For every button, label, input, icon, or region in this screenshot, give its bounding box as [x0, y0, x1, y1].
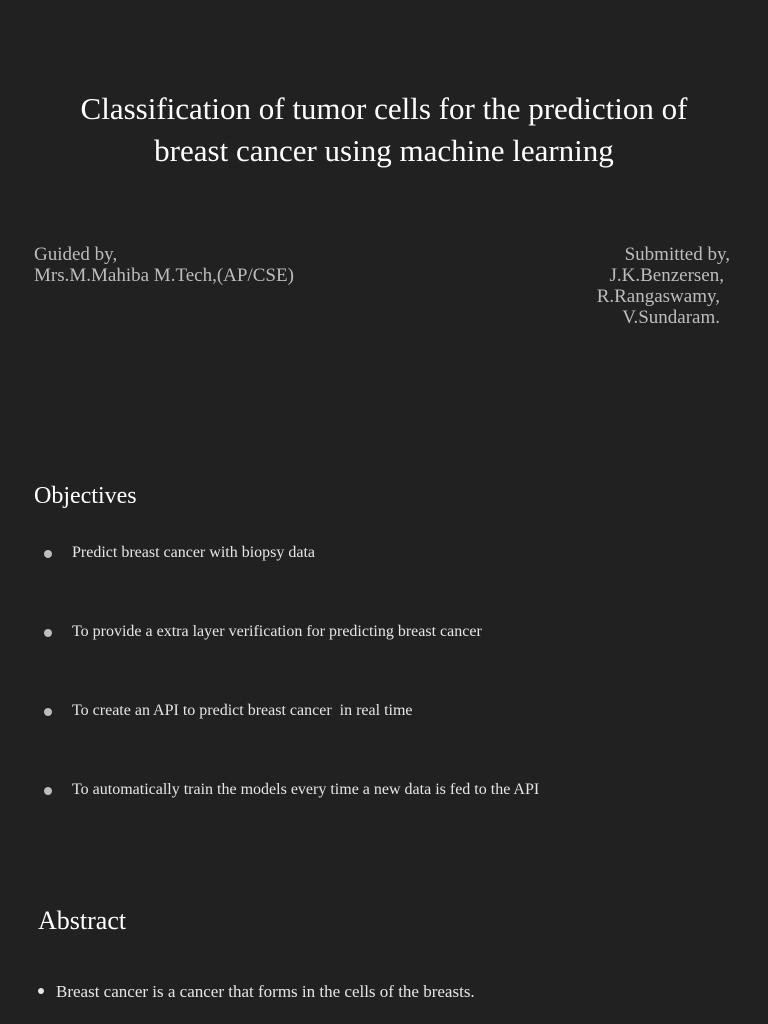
submitted-by-block: [597, 244, 730, 328]
objective-item: [44, 779, 744, 858]
abstract-slide: [0, 880, 768, 1024]
objective-text: Predict breast cancer with biopsy data: [72, 544, 316, 561]
abstract-text: Breast cancer is a cancer that forms in the cells of the breasts.: [56, 982, 475, 1001]
title-line-2: breast cancer using machine learning: [154, 133, 614, 168]
student-name: R.Rangaswamy,: [596, 286, 720, 307]
guided-by-block: [34, 244, 294, 286]
bullet-icon: [44, 708, 52, 716]
abstract-heading: Abstract: [38, 906, 127, 935]
student-name: J.K.Benzersen,: [609, 265, 724, 286]
title-slide: [0, 0, 768, 440]
objective-item: [44, 621, 744, 700]
student-name: V.Sundaram.: [622, 307, 720, 328]
bullet-icon: [38, 988, 44, 994]
presentation-title: [20, 88, 748, 172]
objective-text: To create an API to predict breast cancer in real time: [72, 702, 413, 719]
objective-text: To automatically train the models every time a new data is fed to the API: [72, 781, 540, 798]
submitted-by-label: Submitted by,: [624, 244, 730, 265]
guided-by-label: Guided by,: [34, 244, 118, 265]
objectives-slide: [0, 460, 768, 860]
bullet-icon: [44, 787, 52, 795]
objectives-heading: Objectives: [34, 483, 137, 509]
abstract-item: [38, 981, 475, 1003]
guide-name: Mrs.M.Mahiba M.Tech,(AP/CSE): [34, 265, 294, 286]
objective-text: To provide a extra layer verification for predicting breast cancer: [72, 623, 482, 640]
bullet-icon: [44, 629, 52, 637]
bullet-icon: [44, 550, 52, 558]
objective-item: [44, 700, 744, 779]
title-line-1: Classification of tumor cells for the prediction of: [80, 91, 688, 126]
objectives-list: [44, 542, 744, 858]
objective-item: [44, 542, 744, 621]
